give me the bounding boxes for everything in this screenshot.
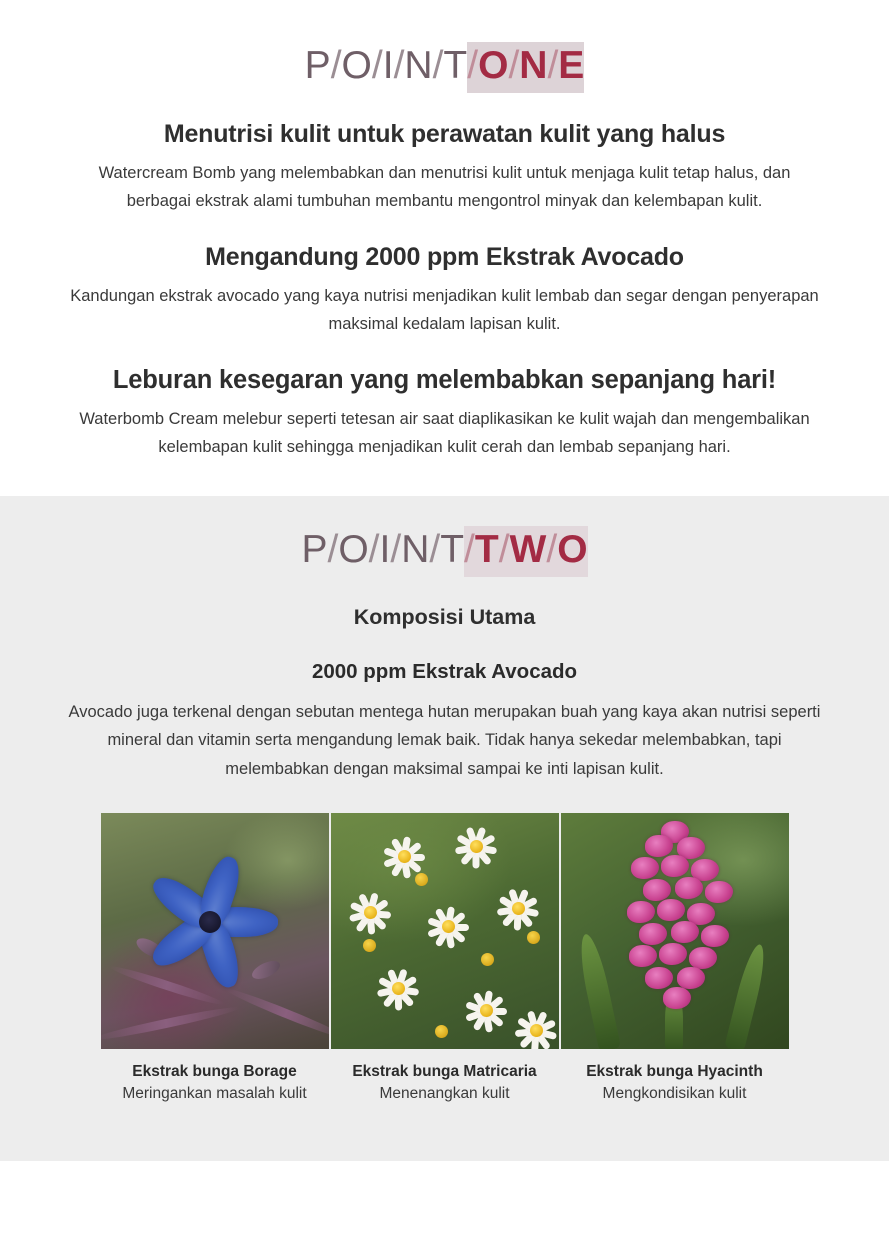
- benefit-title: Mengandung 2000 ppm Ekstrak Avocado: [205, 242, 684, 271]
- heading-letter-t: T: [440, 527, 465, 571]
- flower-gallery: [100, 813, 790, 1103]
- heading-separator: /: [327, 527, 339, 571]
- highlight-letter-e: E: [558, 44, 585, 87]
- heading-letter-n: N: [404, 44, 433, 87]
- highlight-separator: /: [464, 527, 475, 571]
- heading-separator: /: [368, 527, 380, 571]
- borage-flower-photo: [101, 813, 329, 1049]
- heading-separator: /: [330, 44, 342, 87]
- point-two-highlight: [464, 526, 588, 577]
- highlight-separator: /: [498, 527, 510, 571]
- benefit-block: [44, 365, 845, 462]
- heading-separator: /: [371, 44, 383, 87]
- ingredient-body: Avocado juga terkenal dengan sebutan mentega hutan merupakan buah yang kaya akan nutrisi seperti mineral dan vitamin serta mengandung lemak baik. Tidak hanya sekedar melembabkan, tapi melembabkan dengan maksimal sampai ke inti lapisan kulit.: [68, 702, 821, 778]
- point-two-section: [0, 496, 889, 1161]
- heading-letter-p: P: [301, 527, 328, 571]
- flower-card: [331, 813, 559, 1103]
- heading-separator: /: [429, 527, 441, 571]
- highlight-letter-o: O: [478, 44, 509, 87]
- heading-letter-i: I: [382, 44, 394, 87]
- hyacinth-flower-photo: [561, 813, 789, 1049]
- point-one-section: [0, 0, 889, 496]
- benefit-block: [44, 242, 845, 339]
- highlight-separator: /: [467, 44, 479, 87]
- flower-card: [561, 813, 789, 1103]
- heading-separator: /: [390, 527, 402, 571]
- heading-letter-p: P: [304, 44, 331, 87]
- flower-benefit: Meringankan masalah kulit: [122, 1084, 307, 1102]
- flower-name: Ekstrak bunga Borage: [132, 1062, 297, 1080]
- flower-name: Ekstrak bunga Matricaria: [352, 1062, 537, 1080]
- highlight-letter-o: O: [557, 527, 588, 571]
- point-two-heading: [44, 527, 845, 571]
- heading-letter-o: O: [338, 527, 369, 571]
- benefit-title: Menutrisi kulit untuk perawatan kulit yang halus: [163, 120, 726, 148]
- flower-benefit: Mengkondisikan kulit: [602, 1084, 747, 1102]
- benefit-body: Kandungan ekstrak avocado yang kaya nutrisi menjadikan kulit lembab dan segar dengan penyerapan maksimal kedalam lapisan kulit.: [70, 286, 819, 334]
- highlight-letter-w: W: [509, 527, 547, 571]
- heading-letter-i: I: [379, 527, 391, 571]
- benefit-body: Waterbomb Cream melebur seperti tetesan air saat diaplikasikan ke kulit wajah dan mengembalikan kelembapan kulit sehingga menjadikan kulit cerah dan lembab sepanjang hari.: [79, 410, 810, 457]
- point-one-highlight: [467, 42, 584, 93]
- benefit-block: [44, 119, 845, 216]
- flower-benefit: Menenangkan kulit: [379, 1084, 510, 1102]
- flower-card: [101, 813, 329, 1103]
- highlight-letter-n: N: [519, 44, 548, 87]
- highlight-separator: /: [547, 44, 559, 87]
- heading-letter-t: T: [443, 44, 468, 87]
- benefit-title: Leburan kesegaran yang melembabkan sepanjang hari!: [112, 365, 777, 394]
- flower-name: Ekstrak bunga Hyacinth: [586, 1062, 763, 1080]
- highlight-separator: /: [546, 527, 558, 571]
- heading-letter-n: N: [401, 527, 430, 571]
- composition-title: Komposisi Utama: [353, 604, 536, 629]
- heading-separator: /: [393, 44, 405, 87]
- heading-letter-o: O: [341, 44, 372, 87]
- highlight-letter-t: T: [474, 527, 499, 571]
- heading-separator: /: [432, 44, 444, 87]
- benefit-body: Watercream Bomb yang melembabkan dan menutrisi kulit untuk menjaga kulit tetap halus, dan berbagai ekstrak alami tumbuhan membantu mengontrol minyak dan kelembapan kulit.: [98, 164, 791, 211]
- ingredient-subtitle: 2000 ppm Ekstrak Avocado: [311, 659, 578, 683]
- point-one-heading: [44, 46, 845, 85]
- matricaria-flower-photo: [331, 813, 559, 1049]
- highlight-separator: /: [508, 44, 520, 87]
- section-bottom-spacer: [44, 1103, 845, 1135]
